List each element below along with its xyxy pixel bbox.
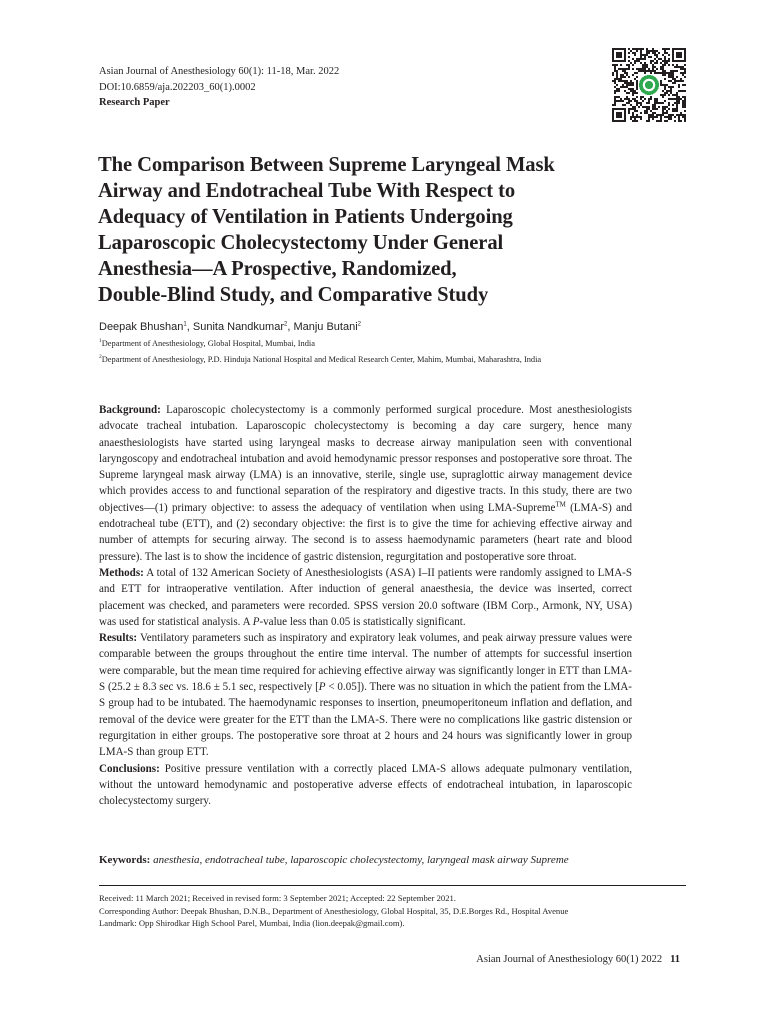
abstract-results: Results: Ventilatory parameters such as inspiratory and expiratory leak volumes, and peak airway pressure values were comparable between the groups throughout the entire time interval. The number of attempts for successful insertion were comparable, but the mean time required for achieving effective airway was significantly longer in ETT than LMA-S (25.2 ± 8.3 sec vs. 18.6 ± 5.1 sec, respectively [P < 0.05]). There was no situation in which the patient from the LMA-S group had to be intubated. The haemodynamic responses to insertion, pneumoperitoneum inflation and deflation, and removal of the device were greater for the ETT than the LMA-S. There were no complications like gastric distension or regurgitation in either groups. The postoperative sore throat at 2 hours and 24 hours was significantly lower in group LMA-S than group ETT. <box>99 632 632 759</box>
footnote-divider <box>99 885 686 886</box>
keywords-text: anesthesia, endotracheal tube, laparoscopic cholecystectomy, laryngeal mask airway Supreme <box>153 854 569 866</box>
title-line: Laparoscopic Cholecystectomy Under General <box>98 232 504 254</box>
affiliation: $^1$Department of Anesthesiology, Global Hospital, Mumbai, India <box>99 338 315 348</box>
author-affiliation-mark: 2 <box>357 321 362 328</box>
article-header <box>99 64 339 111</box>
abstract-methods: Methods: A total of 132 American Society of Anesthesiologists (ASA) I–II patients were randomly assigned to LMA-S and ETT for intraoperative ventilation. After induction of general anaesthesia, the device was inserted, correct placement was checked, and parameters were recorded. SPSS version 20.0 software (IBM Corp., Armonk, NY, USA) was used for statistical analysis. A P-value less than 0.05 is statistically significant. <box>99 566 632 628</box>
page-number: 11 <box>670 954 680 965</box>
section-label: Results: <box>99 632 138 645</box>
corresponding-author: Corresponding Author: Deepak Bhushan, D.N.B., Department of Anesthesiology, Global Hospital, 35, D.E.Borges Rd., Hospital Avenue <box>99 906 569 916</box>
title-line: Double-Blind Study, and Comparative Study <box>98 284 489 306</box>
section-label: Conclusions: <box>99 762 160 775</box>
author-affiliation-mark: 1 <box>183 321 187 328</box>
title-line: The Comparison Between Supreme Laryngeal Mask <box>98 154 555 176</box>
received-dates: Received: 11 March 2021; Received in revised form: 3 September 2021; Accepted: 22 September 2021. <box>99 893 456 903</box>
author-affiliation-mark: 2 <box>283 321 288 328</box>
abstract-conclusions: Conclusions: Positive pressure ventilation with a correctly placed LMA-S allows adequate pulmonary ventilation, without the untoward hemodynamic and postoperative adverse effects of endotracheal intubation, in laparoscopic cholecystectomy surgery. <box>99 762 632 808</box>
qr-code-icon <box>612 48 686 122</box>
journal-citation: Asian Journal of Anesthesiology 60(1): 11-18, Mar. 2022 <box>99 66 340 77</box>
affiliation: $^2$Department of Anesthesiology, P.D. Hinduja National Hospital and Medical Research Center, Mahim, Mumbai, Maharashtra, India <box>99 354 542 364</box>
abstract <box>99 402 632 809</box>
doi[interactable]: DOI:10.6859/aja.202203_60(1).0002 <box>99 81 256 93</box>
section-label: Methods: <box>99 566 144 579</box>
abstract-background: Background: Laparoscopic cholecystectomy is a commonly performed surgical procedure. Most anesthesiologists advocate tracheal intubation. Laparoscopic cholecystectomy is becoming a day care surgery, hence many anaesthesiologists have started using laryngeal masks to decrease airway manipulation seen with conventional laryngoscopy and endotracheal intubation and avoid hemodynamic pressor responses and postoperative sore throat. The Supreme laryngeal mask airway (LMA) is an innovative, sterile, single use, supraglottic airway management device which provides access to and functional separation of the respiratory and digestive tracts. In this study, there are two objectives—(1) primary objective: to assess the adequacy of ventilation when using LMA-Supreme™ (LMA-S) and endotracheal tube (ETT), and (2) secondary objective: the first is to give the time for achieving effective airway and number of attempts for securing airway. The second is to assess haemodynamic parameters (heart rate and blood pressure). The last is to show the incidence of gastric distension, regurgitation and postoperative sore throat. <box>99 404 632 563</box>
author-list: Deepak Bhushan$^1$, Sunita Nandkumar$^2$, Manju Butani$^2$ <box>99 321 362 333</box>
author-name: Sunita Nandkumar <box>192 321 284 333</box>
footer-journal: Asian Journal of Anesthesiology 60(1) 2022 <box>476 954 663 965</box>
running-footer <box>476 953 680 967</box>
article-type: Research Paper <box>99 97 170 108</box>
author-name: Deepak Bhushan <box>99 321 184 333</box>
section-label: Background: <box>99 404 161 416</box>
paper-title <box>98 152 618 308</box>
keywords-label: Keywords: <box>99 854 151 866</box>
keywords <box>99 852 659 868</box>
trademark-mark: TM <box>555 500 566 509</box>
title-line: Adequacy of Ventilation in Patients Undergoing <box>98 206 513 228</box>
author-name: Manju Butani <box>293 321 358 333</box>
title-line: Anesthesia—A Prospective, Randomized, <box>98 258 457 280</box>
title-line: Airway and Endotracheal Tube With Respect to <box>98 180 516 202</box>
corresponding-address[interactable]: Landmark: Opp Shirodkar High School Parel, Mumbai, India (lion.deepak@gmail.com). <box>99 918 405 928</box>
